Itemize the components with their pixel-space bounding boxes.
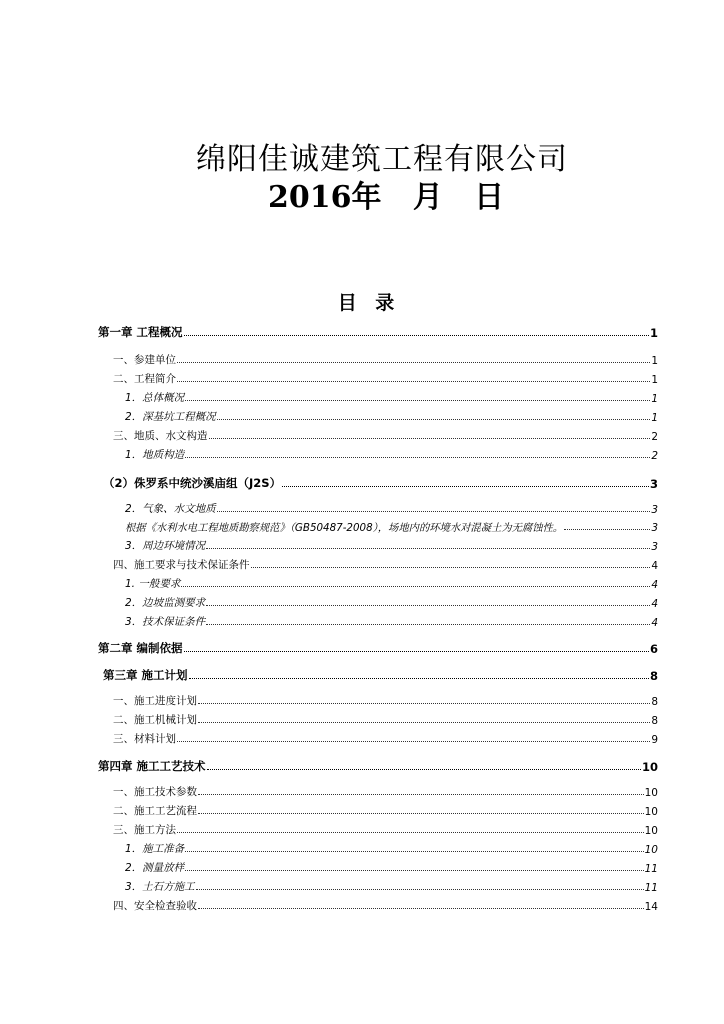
toc-entry-page: 9 <box>651 734 658 746</box>
toc-entry-text: 三、材料计划 <box>113 733 176 745</box>
toc-entry-page: 4 <box>651 598 658 610</box>
toc-entry-subsection[interactable] <box>125 860 658 875</box>
toc-entry-formation[interactable] <box>103 475 658 491</box>
toc-entry-text: 第二章 编制依据 <box>98 641 183 655</box>
toc-entry-section[interactable] <box>113 371 658 386</box>
toc-leader-dots <box>209 438 651 439</box>
toc-entry-text: 二、施工工艺流程 <box>113 805 197 817</box>
toc-entry-text: 1．地质构造 <box>125 449 185 461</box>
toc-entry-page: 1 <box>651 374 658 386</box>
toc-entry-page: 8 <box>651 715 658 727</box>
toc-leader-dots <box>206 548 650 549</box>
toc-entry-text: 四、安全检查验收 <box>113 900 197 912</box>
toc-entry-section[interactable] <box>113 803 658 818</box>
toc-entry-text: 根据《水利水电工程地质勘察规范》（GB50487-2008），场地内的环境水对混凝土为无腐蚀性。 <box>125 522 564 534</box>
toc-leader-dots <box>251 567 651 568</box>
toc-leader-dots <box>177 741 650 742</box>
toc-entry-text: 1．总体概况 <box>125 392 185 404</box>
toc-entry-page: 1 <box>651 412 658 424</box>
toc-entry-text: 1．施工准备 <box>125 843 185 855</box>
toc-entry-text: 2．测量放样 <box>125 862 185 874</box>
toc-entry-text: 一、施工技术参数 <box>113 786 197 798</box>
toc-entry-chapter-2[interactable] <box>98 640 658 656</box>
toc-leader-dots <box>198 703 650 704</box>
toc-leader-dots <box>198 813 644 814</box>
toc-leader-dots <box>206 605 650 606</box>
toc-entry-page: 4 <box>651 617 658 629</box>
toc-entry-text: 1. 一般要求 <box>125 578 181 590</box>
toc-entry-text: 2．深基坑工程概况 <box>125 411 216 423</box>
toc-entry-page: 10 <box>644 825 658 837</box>
toc-entry-subsection[interactable] <box>125 501 658 516</box>
toc-entry-page: 1 <box>651 355 658 367</box>
toc-entry-section[interactable] <box>113 731 658 746</box>
toc-entry-section[interactable] <box>113 352 658 367</box>
toc-entry-subsection[interactable] <box>125 879 658 894</box>
toc-entry-subsection[interactable] <box>125 576 658 591</box>
toc-entry-text: 一、施工进度计划 <box>113 695 197 707</box>
toc-entry-page: 1 <box>651 393 658 405</box>
toc-title: 目 录 <box>337 292 401 314</box>
toc-entry-text: 第四章 施工工艺技术 <box>98 759 206 773</box>
toc-entry-page: 4 <box>651 560 658 572</box>
toc-entry-text: 3．技术保证条件 <box>125 616 206 628</box>
toc-entry-subsection[interactable] <box>125 614 658 629</box>
toc-leader-dots <box>217 419 651 420</box>
toc-entry-text: 一、参建单位 <box>113 354 176 366</box>
toc-entry-text: 二、工程简介 <box>113 373 176 385</box>
toc-entry-page: 4 <box>651 579 658 591</box>
toc-entry-page: 11 <box>644 882 658 894</box>
company-name: 绵阳佳诚建筑工程有限公司 <box>196 142 568 177</box>
toc-entry-section[interactable] <box>113 822 658 837</box>
toc-leader-dots <box>184 335 649 336</box>
toc-entry-text: 二、施工机械计划 <box>113 714 197 726</box>
toc-entry-subsection[interactable] <box>125 447 658 462</box>
toc-entry-text: 2．边坡监测要求 <box>125 597 206 609</box>
toc-entry-page: 14 <box>644 901 658 913</box>
toc-entry-subsection[interactable] <box>125 595 658 610</box>
toc-entry-section[interactable] <box>113 784 658 799</box>
toc-entry-section[interactable] <box>113 557 658 572</box>
toc-leader-dots <box>185 851 643 852</box>
toc-leader-dots <box>189 678 649 679</box>
toc-entry-page: 2 <box>651 431 658 443</box>
toc-leader-dots <box>185 400 650 401</box>
toc-entry-page: 11 <box>644 863 658 875</box>
toc-leader-dots <box>198 722 650 723</box>
toc-entry-note[interactable] <box>125 519 658 534</box>
toc-entry-subsection[interactable] <box>125 841 658 856</box>
toc-leader-dots <box>177 381 650 382</box>
toc-entry-section[interactable] <box>113 712 658 727</box>
toc-entry-section[interactable] <box>113 428 658 443</box>
toc-leader-dots <box>185 457 650 458</box>
toc-entry-text: 第三章 施工计划 <box>103 668 188 682</box>
toc-entry-subsection[interactable] <box>125 390 658 405</box>
toc-entry-section[interactable] <box>113 898 658 913</box>
toc-leader-dots <box>177 362 650 363</box>
toc-entry-text: 三、地质、水文构造 <box>113 430 208 442</box>
toc-entry-page: 8 <box>649 669 658 683</box>
toc-entry-page: 3 <box>651 504 658 516</box>
toc-entry-subsection[interactable] <box>125 409 658 424</box>
toc-entry-page: 3 <box>651 541 658 553</box>
toc-entry-chapter-1[interactable] <box>98 324 658 340</box>
document-date: 2016年 月 日 <box>268 180 505 215</box>
toc-leader-dots <box>217 511 651 512</box>
toc-entry-text: 三、施工方法 <box>113 824 176 836</box>
toc-entry-text: 3．土石方施工 <box>125 881 195 893</box>
toc-leader-dots <box>198 794 644 795</box>
toc-entry-subsection[interactable] <box>125 538 658 553</box>
toc-entry-page: 6 <box>649 642 658 656</box>
toc-leader-dots <box>184 651 649 652</box>
toc-entry-page: 10 <box>644 844 658 856</box>
toc-entry-page: 2 <box>651 450 658 462</box>
toc-leader-dots <box>564 529 650 530</box>
toc-entry-page: 1 <box>649 326 658 340</box>
toc-entry-section[interactable] <box>113 693 658 708</box>
toc-entry-text: （2）侏罗系中统沙溪庙组（J2S） <box>103 476 282 490</box>
toc-leader-dots <box>206 624 650 625</box>
toc-entry-chapter-3[interactable] <box>103 667 658 683</box>
toc-entry-text: 2．气象、水文地质 <box>125 503 216 515</box>
toc-entry-page: 10 <box>641 760 658 774</box>
toc-entry-text: 3．周边环境情况 <box>125 540 206 552</box>
toc-leader-dots <box>198 908 644 909</box>
toc-leader-dots <box>181 586 650 587</box>
toc-entry-page: 10 <box>644 806 658 818</box>
toc-leader-dots <box>185 870 643 871</box>
toc-leader-dots <box>207 769 641 770</box>
toc-entry-page: 3 <box>649 477 658 491</box>
toc-leader-dots <box>282 486 649 487</box>
toc-entry-page: 10 <box>644 787 658 799</box>
toc-entry-page: 3 <box>651 522 658 534</box>
toc-entry-page: 8 <box>651 696 658 708</box>
toc-leader-dots <box>177 832 644 833</box>
toc-entry-chapter-4[interactable] <box>98 758 658 774</box>
toc-entry-text: 第一章 工程概况 <box>98 325 183 339</box>
toc-leader-dots <box>196 889 644 890</box>
toc-entry-text: 四、施工要求与技术保证条件 <box>113 559 250 571</box>
